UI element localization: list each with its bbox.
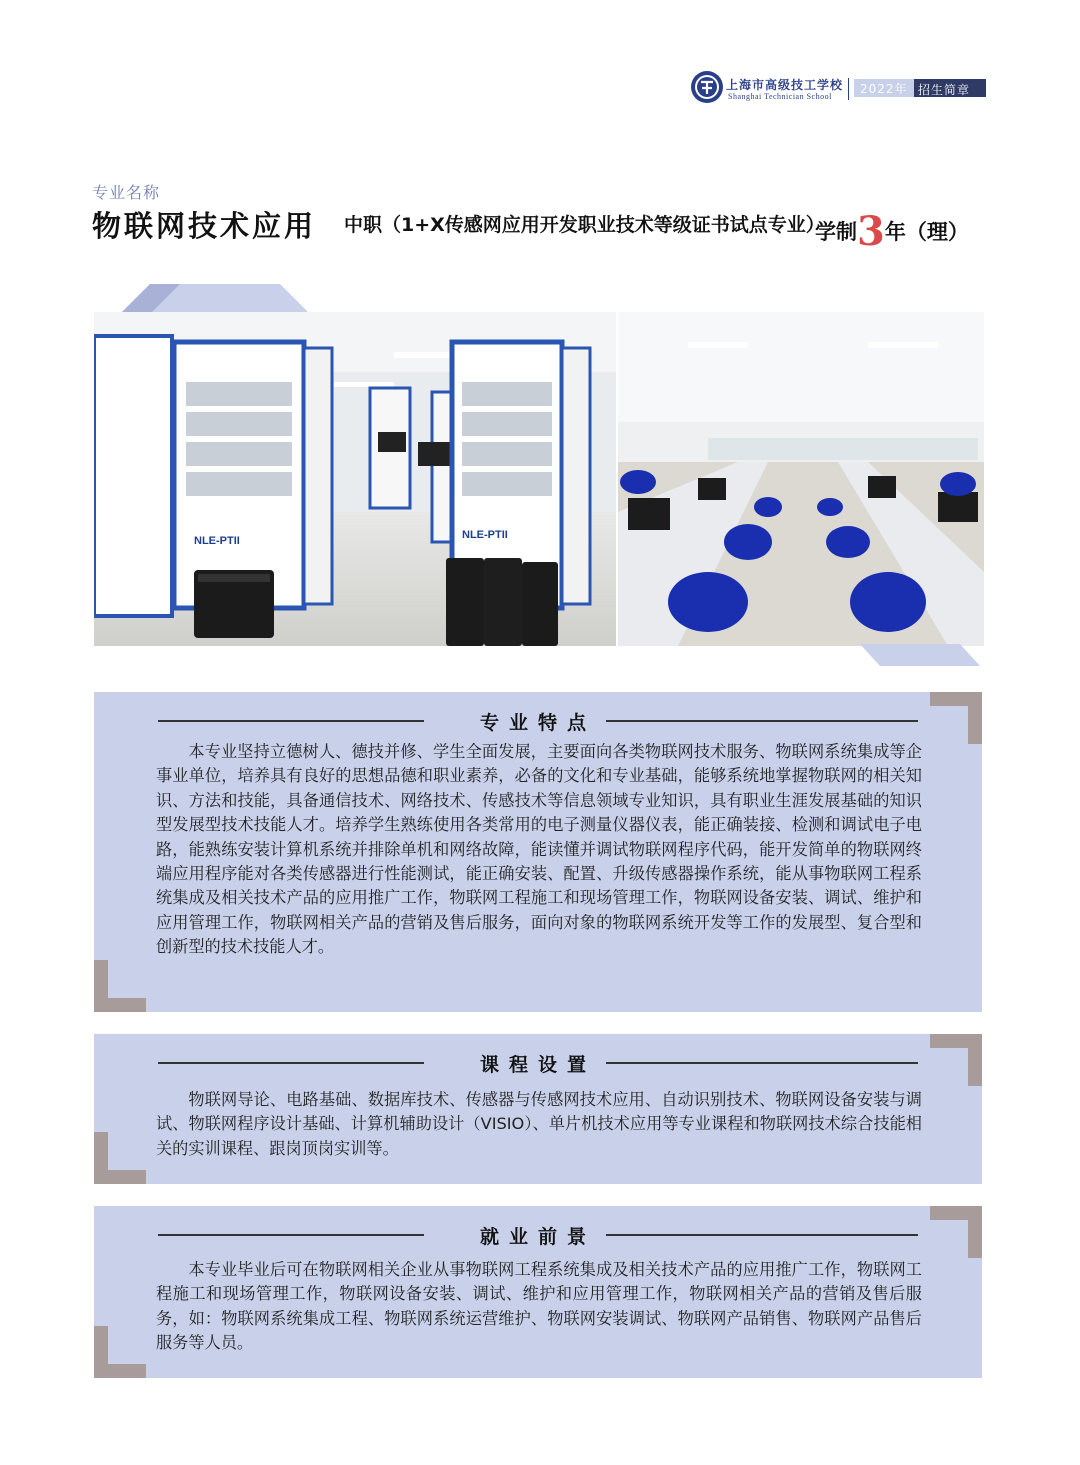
school-name-cn: 上海市高级技工学校 xyxy=(726,78,844,92)
section-heading xyxy=(158,1222,918,1246)
corner-decoration xyxy=(930,1034,982,1086)
corner-decoration xyxy=(930,1206,982,1258)
year-label: 2022年 xyxy=(860,82,908,96)
section-body: 物联网导论、电路基础、数据库技术、传感器与传感网技术应用、自动识别技术、物联网设备安装与调试、物联网程序设计基础、计算机辅助设计（VISIO）、单片机技术应用等专业课程和物联网技术综合技能相关的实训课程、跟岗顶岗实训等。 xyxy=(156,1090,922,1158)
corner-decoration xyxy=(94,960,146,1012)
heading-rule-right xyxy=(606,1234,918,1236)
school-name-en: Shanghai Technician School xyxy=(728,92,832,101)
page-header xyxy=(690,70,990,108)
lab-photo-equipment xyxy=(94,312,616,646)
section-heading xyxy=(158,708,918,732)
corner-decoration xyxy=(94,1132,146,1184)
year-badge xyxy=(854,79,986,97)
photo-decoration-bottom xyxy=(860,644,980,666)
rack-label-right: NLE-PTII xyxy=(462,529,508,541)
header-divider xyxy=(848,78,849,100)
study-duration xyxy=(815,202,969,255)
corner-decoration xyxy=(94,1326,146,1378)
section-heading xyxy=(158,1050,918,1074)
section-body: 本专业坚持立德树人、德技并修、学生全面发展，主要面向各类物联网技术服务、物联网系统集成等企事业单位，培养具有良好的思想品德和职业素养，必备的文化和专业基础，能够系统地掌握物联网的相关知识、方法和技能，具备通信技术、网络技术、传感技术等信息领域专业知识，具有职业生涯发展基础的知识型发展型技术技能人才。培养学生熟练使用各类常用的电子测量仪器仪表，能正确装接、检测和调试电子电路，能熟练安装计算机系统并排除单机和网络故障，能读懂并调试物联网程序代码，能开发简单的物联网终端应用程序能对各类传感器进行性能测试，能正确安装、配置、升级传感器操作系统，能从事物联网工程系统集成及相关技术产品的应用推广工作，物联网工程施工和现场管理工作，物联网设备安装、调试、维护和应用管理工作，物联网相关产品的营销及售后服务，面向对象的物联网系统开发等工作的发展型、复合型和创新型的技术技能人才。 xyxy=(156,742,922,957)
photo-decoration-top xyxy=(120,284,310,314)
lab-photo-classroom xyxy=(618,312,984,646)
duration-prefix: 学制 xyxy=(815,220,857,244)
school-emblem-icon xyxy=(690,70,724,104)
section-title: 课程设置 xyxy=(479,1054,596,1076)
brochure-label: 招生简章 xyxy=(918,83,971,97)
section-body: 本专业毕业后可在物联网相关企业从事物联网工程系统集成及相关技术产品的应用推广工作，物联网工程施工和现场管理工作，物联网设备安装、调试、维护和应用管理工作，物联网相关产品的营销及售后服务，如：物联网系统集成工程、物联网系统运营维护、物联网安装调试、物联网产品销售、物联网产品售后服务等人员。 xyxy=(156,1260,922,1353)
rack-label-left: NLE-PTII xyxy=(194,535,240,547)
level-description: 中职（1+X传感网应用开发职业技术等级证书试点专业） xyxy=(344,214,825,236)
section-curriculum xyxy=(94,1034,982,1184)
duration-suffix: 年（理） xyxy=(884,220,969,244)
duration-years: 3 xyxy=(857,208,885,255)
section-employment xyxy=(94,1206,982,1378)
section-features xyxy=(94,692,982,1012)
major-title: 物联网技术应用 xyxy=(92,209,317,243)
heading-rule-right xyxy=(606,1062,918,1064)
heading-rule-right xyxy=(606,720,918,722)
brochure-badge xyxy=(914,79,986,97)
corner-decoration xyxy=(930,692,982,744)
section-title: 专业特点 xyxy=(479,712,596,734)
section-title: 就业前景 xyxy=(479,1226,596,1248)
major-label: 专业名称 xyxy=(92,183,161,202)
